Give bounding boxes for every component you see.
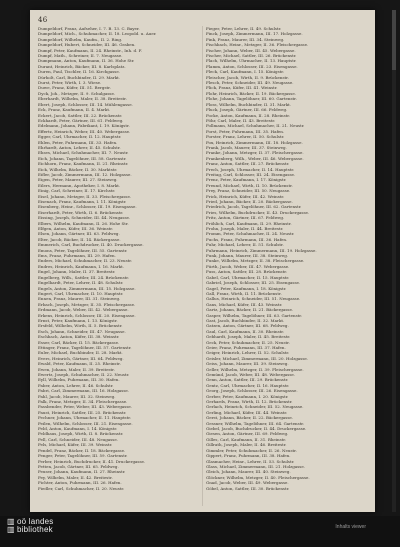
logo-mark-icon: ▥ xyxy=(7,525,15,534)
directory-entry: Dumpeldorf, Mich., Schuhmacher, II. 18. Leopold. u. Auer. xyxy=(38,31,157,37)
directory-entry: Falk, Franz, Metzger, II. 34. Fleischergasse. xyxy=(38,399,128,405)
logo-line-1: oö landes xyxy=(17,517,54,526)
directory-entry: Ebert, Joseph, Schlosser, III. 14. Mühlengasse. xyxy=(38,101,133,107)
directory-entry: Glöckner, Wilhelm, Metzger, II. 40. Fleischergasse. xyxy=(206,474,310,480)
directory-entry: Erdmann, Jacob, Weber, III. 42. Webergasse. xyxy=(38,307,129,313)
directory-entry: Ewertz, Joseph, Schuhmacher, II. 22. Neustr. xyxy=(38,372,130,377)
directory-entry: Freund, Michael, Wirth, II. 10. Brückenstr. xyxy=(206,182,293,188)
directory-entry: Fichter, Anton, Fuhrmann, III. 26. Hafen. xyxy=(38,480,122,486)
directory-entry: Fieger, Peter, Lehrer, II. 49. Schulstr. xyxy=(206,26,282,31)
directory-entry: Fischer, Michael, Sattler, III. 26. Brückenstr. xyxy=(206,53,297,59)
directory-entry: Eberhardt, Wilhelm, Maler, II. 38. Breitestr. xyxy=(38,96,127,102)
directory-entry: Fabri, Carl, Zimmermann, III. 16. Holzgasse. xyxy=(38,388,130,394)
directory-entry: Frohn, Joseph, Maler, II. 44. Breitestr. xyxy=(206,226,284,232)
scrollbar-thumb[interactable] xyxy=(392,10,396,70)
directory-entry: Fels, Michael, Küfer, III. 39. Weinstr. xyxy=(38,442,113,448)
logo-mark-icon: ▥ xyxy=(7,517,15,526)
directory-entry: Flohr, Heinrich, Bäcker, II. 19. Bäckergasse. xyxy=(206,90,296,96)
directory-entry: Ferber, Heinrich, Buchdrucker, II. 41. Druckergasse. xyxy=(38,458,146,464)
directory-entry: Fuchs, Franz, Fuhrmann, III. 36. Hafen. xyxy=(206,236,288,242)
directory-entry: Gerlach, Heinrich, Schneider, III. 52. Neugasse. xyxy=(206,404,304,410)
directory-entry: Fahl, Jacob, Maurer, III. 32. Steinweg. xyxy=(38,393,116,399)
column-divider xyxy=(202,26,203,506)
directory-entry: Gessner, Wilhelm, Tagelöhner, III. 64. Gartenstr. xyxy=(206,420,305,426)
directory-entry: Ennen, Franz, Maurer, III. 31. Steinweg. xyxy=(38,296,121,302)
directory-entry: Fritz, Anton, Gärtner, III. 67. Feldweg. xyxy=(206,215,285,221)
directory-entry: Eisenach, Franz, Kaufmann, I. 11. Königstr. xyxy=(38,199,127,204)
directory-entry: Eisenberg, Heinr., Schlosser, III. 19. Eisengasse. xyxy=(38,204,137,210)
directory-entry: Eyll, Wilhelm, Fuhrmann, III. 30. Hafen. xyxy=(38,377,120,383)
directory-entry: Floss, Wilhelm, Buchbinder, II. 31. Markt. xyxy=(206,101,291,107)
directory-entry: Georg, Joseph, Schlosser, III. 26. Eisengasse. xyxy=(206,388,298,394)
directory-entry: Gerling, Michael, Küfer, III. 44. Weinstr. xyxy=(206,409,288,415)
left-column xyxy=(38,26,198,491)
directory-entry: Elfgen, Anton, Küfer, III. 36. Weinstr. xyxy=(38,226,113,232)
directory-entry: Elter, Jacob, Bäcker, II. 14. Bäckergasse. xyxy=(38,236,121,242)
directory-entry: Erkens, Heinrich, Schlosser, III. 20. Eisengasse. xyxy=(38,312,136,318)
directory-entry: Eschbach, Anton, Küfer, III. 38. Weinstr. xyxy=(38,334,120,340)
directory-entry: Ehlen, Peter, Fuhrmann, III. 33. Hafen. xyxy=(38,139,118,145)
directory-entry: Gabel, Carl, Uhrmacher, II. 15. Hauptstr. xyxy=(206,274,290,280)
directory-entry: Fetten, Jacob, Gärtner, III. 65. Feldweg. xyxy=(38,463,119,469)
directory-entry: Geller, Wilhelm, Metzger, II. 39. Fleischergasse. xyxy=(206,366,304,372)
directory-entry: Durst, Peter, Wirth, I. 3. Wiese. xyxy=(38,80,102,86)
directory-entry: Fink, Franz, Maurer, III. 34. Steinweg. xyxy=(206,36,285,42)
directory-entry: Eilers, Hermann, Apotheker, I. 8. Markt. xyxy=(38,182,121,188)
directory-entry: Dumpf, Math., Schreiner, II. 7. Neugasse. xyxy=(38,53,123,59)
directory-entry: Feld, Anton, Kaufmann, I. 14. Königstr. xyxy=(38,426,118,432)
directory-entry: Gagel, Peter, Kaufmann, I. 18. Königstr. xyxy=(206,285,287,291)
directory-entry: Elsen, Johann, Gärtner, III. 63. Feldweg. xyxy=(38,231,120,237)
directory-entry: Eichhorn, Franz, Kaufmann, II. 21. Rheinstr. xyxy=(38,161,129,167)
directory-entry: Fleck, Carl, Kaufmann, I. 15. Königstr. xyxy=(206,69,284,75)
directory-entry: Fröhlich, Carl, Kaufmann, II. 29. Rheinstr. xyxy=(206,220,292,226)
directory-entry: Föhr, Carl, Maler, II. 43. Breitestr. xyxy=(206,117,276,123)
directory-entry: Fiedler, Carl, Schuhmacher, II. 20. Neustr. xyxy=(38,485,125,491)
directory-entry: Geiss, Johann, Maurer, III. 39. Steinweg. xyxy=(206,361,289,367)
directory-entry: Gallus, Heinrich, Schneider, III. 51. Neugasse. xyxy=(206,296,301,302)
directory-entry: Gleich, Johann, Maurer, III. 40. Steinweg. xyxy=(206,469,291,475)
directory-entry: Fleischer, Jacob, Wirth, II. 9. Brückenstr. xyxy=(206,74,289,80)
directory-entry: Gippert, Franz, Fuhrmann, III. 38. Hafen. xyxy=(206,453,291,459)
directory-entry: Frech, Joseph, Uhrmacher, II. 14. Hauptstr. xyxy=(206,166,295,172)
directory-entry: Gerst, Johann, Bäcker, II. 22. Bäckergasse. xyxy=(206,415,294,421)
directory-entry: Fox, Heinrich, Zimmermann, III. 18. Holzgasse. xyxy=(206,139,303,145)
directory-entry: Ersfeld, Wilhelm, Wirth, II. 5. Brückenstr. xyxy=(38,323,123,329)
directory-entry: Frank, Jacob, Maurer, III. 37. Steinweg. xyxy=(206,144,287,150)
directory-entry: Engels, Anton, Zimmermann, III. 15. Holzgasse. xyxy=(38,285,136,291)
directory-entry: Flach, Wilhelm, Uhrmacher, II. 13. Hauptstr. xyxy=(206,58,297,64)
directory-entry: Effertz, Heinrich, Weber, III. 40. Webergasse. xyxy=(38,128,131,134)
directory-entry: Flick, Franz, Küfer, III. 41. Weinstr. xyxy=(206,85,278,91)
directory-entry: Frick, Heinrich, Küfer, III. 42. Weinstr. xyxy=(206,193,285,199)
directory-entry: Fell, Carl, Schneider, III. 48. Neugasse. xyxy=(38,436,118,442)
directory-entry: Gall, Franz, Wirth, II. 11. Brückenstr. xyxy=(206,290,282,296)
directory-entry: Ehses, Michael, Schuhmacher, III. 7. Neustr. xyxy=(38,150,129,156)
directory-entry: Giesen, Anton, Gärtner, III. 69. Feldweg. xyxy=(206,431,289,437)
directory-entry: Friedrich, Jacob, Tagelöhner, III. 62. Gartenstr. xyxy=(206,204,302,210)
directory-entry: Eich, Johann, Tagelöhner, III. 58. Gartenstr. xyxy=(38,155,127,161)
logo-line-2: bibliothek xyxy=(17,525,53,534)
directory-entry: Fromm, Peter, Schuhmacher, II. 24. Neustr. xyxy=(206,231,295,237)
viewer-label[interactable]: Inhalts viewer xyxy=(335,524,366,530)
directory-entry: Eifler, Jacob, Zimmermann, III. 12. Holzgasse. xyxy=(38,171,132,177)
directory-entry: Erbach, Joseph, Metzger, II. 35. Fleischergasse. xyxy=(38,301,136,307)
directory-entry: Dumpmann, Anton, Kaufmann, II. 36. Hohe Str. xyxy=(38,58,135,64)
directory-entry: Dumpeldorf, Hubert, Schneider, III. 46. Graben. xyxy=(38,42,136,48)
directory-entry: Fuss, Anton, Sattler, III. 28. Brückenstr. xyxy=(206,269,287,275)
directory-entry: Flohe, Johann, Tagelöhner, III. 60. Gartenstr. xyxy=(206,96,297,102)
directory-entry: Forst, Peter, Fuhrmann, III. 35. Hafen. xyxy=(206,128,285,134)
directory-entry: Flamm, Anton, Schlosser, III. 23. Eisengasse. xyxy=(206,63,298,69)
directory-entry: Enders, Michael, Schuhmacher, II. 23. Neustr. xyxy=(38,258,132,264)
directory-entry: Flesch, Peter, Schneider, III. 49. Neugasse. xyxy=(206,80,294,86)
directory-entry: Feilen, Wilhelm, Schlosser, III. 21. Eisengasse. xyxy=(38,420,133,426)
directory-entry: Fries, Wilhelm, Buchdrucker, II. 43. Druckergasse. xyxy=(206,209,310,215)
directory-entry: Freitag, Carl, Schlosser, III. 24. Eisengasse. xyxy=(206,171,296,177)
directory-entry: Gast, Jacob, Buchbinder, II. 32. Markt. xyxy=(206,317,285,323)
directory-entry: Gimmler, Peter, Schuhmacher, II. 26. Neustr. xyxy=(206,447,297,453)
directory-entry: Fey, Wilhelm, Maler, II. 42. Breitestr. xyxy=(38,474,113,480)
directory-entry: Fischer, Johann, Weber, III. 45. Webergasse. xyxy=(206,47,296,53)
directory-entry: Gebhardt, Joseph, Maler, II. 45. Breitestr. xyxy=(206,334,291,340)
directory-entry: Gentz, Carl, Uhrmacher, II. 16. Hauptstr. xyxy=(206,382,290,388)
directory-entry: Funke, Wilhelm, Metzger, II. 38. Fleischergasse. xyxy=(206,258,305,264)
directory-entry: Gabriel, Joseph, Schlosser, III. 25. Eisengasse. xyxy=(206,280,301,286)
directory-entry: Fürth, Jacob, Weber, III. 47. Webergasse. xyxy=(206,263,290,269)
directory-entry: Gartz, Johann, Bäcker, II. 21. Bäckergasse. xyxy=(206,307,294,313)
directory-entry: Einig, Carl, Schreiner, II. 17. Kirchstr. xyxy=(38,188,116,194)
directory-entry: Faust, Heinrich, Sattler, III. 25. Brückenstr. xyxy=(38,409,127,415)
directory-entry: Ewald, Peter, Kaufmann, II. 25. Rheinstr. xyxy=(38,361,121,367)
directory-entry: Eckhardt, Peter, Gärtner, III. 61. Feldweg. xyxy=(38,117,124,123)
directory-entry: Duwe, Franz, Küfer, III. 51. Bergstr. xyxy=(38,85,111,91)
directory-entry: Geier, Franz, Fuhrmann, III. 37. Hafen. xyxy=(206,344,286,350)
scanned-page xyxy=(30,10,375,512)
directory-entry: Emons, Peter, Tagelöhner, III. 55. Gartenstr. xyxy=(38,247,128,253)
directory-entry: Eckert, Jacob, Sattler, III. 22. Brückenstr. xyxy=(38,112,123,118)
directory-entry: Endres, Heinrich, Kaufmann, I. 16. Markt. xyxy=(38,263,124,269)
directory-entry: Dyck, Joh., Metzger, II. 9. Schulgasse. xyxy=(38,90,116,96)
directory-entry: Gnad, Jacob, Weber, III. 49. Webergasse. xyxy=(206,480,289,486)
directory-entry: Göbel, Anton, Sattler, III. 30. Brückenstr. xyxy=(206,485,290,491)
directory-entry: Fuhrmann, Heinrich, Zimmermann, III. 19. Holzgasse. xyxy=(206,247,317,253)
directory-entry: Funk, Johann, Maurer, III. 38. Steinweg. xyxy=(206,253,289,259)
directory-entry: Fuhr, Michael, Lehrer, II. 51. Schulstr. xyxy=(206,242,284,248)
directory-entry: Emmerich, Carl, Buchdrucker, II. 40. Druckergasse. xyxy=(38,242,144,248)
directory-entry: Fluck, Joseph, Gärtner, III. 66. Feldweg. xyxy=(206,107,288,113)
directory-entry: Durant, Heinrich, Bäcker, III. 8. Karlsplatz. xyxy=(38,63,126,69)
directory-entry: Feuser, Johann, Kaufmann, II. 27. Rheinstr. xyxy=(38,469,126,475)
directory-entry: Eissing, Joseph, Schneider, III. 44. Neugasse. xyxy=(38,215,131,221)
directory-entry: Glass, Michael, Zimmermann, III. 21. Holzgasse. xyxy=(206,463,305,469)
directory-entry: Geck, Peter, Schuhmacher, II. 25. Neustr. xyxy=(206,339,290,345)
directory-entry: Follmann, Michael, Schuhmacher, II. 21. Neustr. xyxy=(206,123,305,129)
directory-entry: Focke, Anton, Kaufmann, II. 28. Rheinstr. xyxy=(206,112,290,118)
directory-entry: Fenger, Peter, Tagelöhner, III. 59. Gartenstr. xyxy=(38,453,128,459)
directory-entry: Eisel, Johann, Metzger, II. 33. Fleischergasse. xyxy=(38,193,132,199)
directory-entry: Genn, Anton, Sattler, III. 29. Brückenstr. xyxy=(206,377,289,383)
directory-entry: Eiserhardt, Peter, Wirth, II. 6. Brückenstr. xyxy=(38,209,124,215)
directory-entry: Gillrath, Joseph, Maler, II. 46. Breitestr. xyxy=(206,442,287,448)
directory-entry: Geiger, Heinrich, Lehrer, II. 52. Schulstr. xyxy=(206,350,290,356)
directory-entry: Esch, Johann, Schneider, III. 47. Neugasse. xyxy=(38,328,126,334)
library-logo[interactable] xyxy=(7,518,54,534)
directory-entry: Feldhaus, Joseph, Wirth, II. 8. Brückenstr. xyxy=(38,431,124,437)
directory-entry: Frankenberg, Wilh., Weber, III. 46. Webergasse. xyxy=(206,155,304,161)
directory-entry: Glasmacher, Heinr., Lehrer, II. 53. Schulstr. xyxy=(206,458,295,464)
scrollbar[interactable] xyxy=(392,10,396,512)
directory-entry: Eck, Franz, Kaufmann, II. 4. Markt. xyxy=(38,107,111,113)
directory-entry: Elbers, Wilhelm, Kaufmann, II. 26. Hohe Str. xyxy=(38,220,129,226)
directory-entry: Engelhardt, Peter, Lehrer, II. 48. Schulstr. xyxy=(38,280,124,286)
directory-entry: Ehrhardt, Anton, Lehrer, II. 45. Schulstr. xyxy=(38,144,121,150)
directory-entry: Forster, Franz, Lehrer, II. 50. Schulstr. xyxy=(206,134,285,140)
directory-entry: Geisler, Michael, Zimmermann, III. 20. Holzgasse. xyxy=(206,355,309,361)
directory-entry: Duren, Paul, Tischler, II. 16. Kirchgasse. xyxy=(38,69,120,75)
directory-entry: Eigen, Peter, Maurer, III. 27. Steinweg. xyxy=(38,177,118,183)
directory-entry: Dürholt, Carl, Buchbinder, II. 29. Markt. xyxy=(38,74,121,80)
directory-entry: Dumpf, Peter, Kaufmann, II. 24. Rheinstr., Inh. d. F. xyxy=(38,47,143,53)
directory-entry: Ettinger, Franz, Tagelöhner, III. 57. Gartenstr. xyxy=(38,344,132,350)
directory-entry: Frenz, Peter, Kaufmann, I. 17. Königstr. xyxy=(206,177,287,183)
directory-entry: Egger, Carl, Uhrmacher, II. 12. Hauptstr. xyxy=(38,134,122,140)
directory-entry: Gans, Michael, Küfer, III. 43. Weinstr. xyxy=(206,301,283,307)
directory-entry: Giebel, Jacob, Buchdrucker, II. 44. Druckergasse. xyxy=(206,426,307,432)
right-column xyxy=(206,26,366,491)
directory-entry: Fassbender, Peter, Weber, III. 43. Webergasse. xyxy=(38,404,133,410)
directory-entry: Gemünd, Jacob, Weber, III. 48. Webergasse. xyxy=(206,372,296,377)
directory-entry: Esser, Carl, Bäcker, II. 15. Bäckergasse. xyxy=(38,339,120,345)
directory-entry: Fischbach, Heinr., Metzger, II. 36. Fleischergasse. xyxy=(206,42,309,48)
directory-entry: Fendel, Franz, Bäcker, II. 18. Bäckergasse. xyxy=(38,447,126,453)
directory-entry: Dumpeldorf, Wilhelm, Kaufm., II. 2. Ring. xyxy=(38,36,123,42)
directory-entry: Evers, Heinrich, Gärtner, III. 64. Feldweg. xyxy=(38,355,124,361)
directory-entry: Gerber, Peter, Kaufmann, I. 20. Königstr. xyxy=(206,393,289,399)
directory-entry: Frey, Franz, Schneider, III. 50. Neugasse. xyxy=(206,188,291,194)
directory-entry: Engel, Johann, Maler, II. 37. Breitestr. xyxy=(38,269,116,275)
directory-entry: Gerhards, Franz, Wirth, II. 12. Brückenstr. xyxy=(206,399,293,405)
directory-entry: Gaul, Carl, Kaufmann, II. 30. Rheinstr. xyxy=(206,328,285,334)
directory-entry: Engert, Carl, Uhrmacher, II. 10. Hauptstr. xyxy=(38,290,124,296)
directory-entry: Fried, Johann, Bäcker, II. 20. Bäckergasse. xyxy=(206,199,293,204)
directory-entry: Faber, Anton, Lehrer, II. 46. Schulstr. xyxy=(38,382,114,388)
directory-entry: Engelberg, Wilh., Sattler, III. 24. Brückenstr. xyxy=(38,274,129,280)
directory-entry: Dumpeldorf, Franz, Aufseher, I. 7. B. 13. C. Bayer. xyxy=(38,26,140,31)
directory-entry: Ernst, Peter, Kaufmann, I. 13. Königstr. xyxy=(38,317,118,323)
directory-entry: Eick, Wilhelm, Bäcker, II. 30. Marktstr. xyxy=(38,166,118,172)
directory-entry: Edelmann, Johann, Fabrikant, I. 19. Königstr. xyxy=(38,123,130,129)
directory-entry: Franz, Anton, Sattler, III. 27. Brückenstr. xyxy=(206,161,290,167)
directory-entry: Gasper, Wilhelm, Tagelöhner, III. 63. Gartenstr. xyxy=(206,312,302,318)
directory-entry: Ems, Franz, Fuhrmann, III. 29. Hafen. xyxy=(38,253,116,259)
page-number: 46 xyxy=(38,16,48,24)
directory-entry: Gilles, Carl, Kaufmann, II. 31. Rheinstr. xyxy=(206,436,287,442)
directory-entry: Franke, Johann, Metzger, II. 37. Fleischergasse. xyxy=(206,150,304,156)
directory-entry: Fechner, Johann, Uhrmacher, II. 11. Hauptstr. xyxy=(38,415,131,421)
directory-entry: Finck, Joseph, Zimmermann, III. 17. Holzgasse. xyxy=(206,31,303,37)
footer-bar xyxy=(0,516,400,547)
directory-entry: Euler, Michael, Buchbinder, II. 28. Markt. xyxy=(38,350,123,356)
directory-entry: Gatzen, Anton, Gärtner, III. 68. Feldweg. xyxy=(206,323,289,329)
directory-entry: Ewen, Johann, Maler, II. 39. Breitestr. xyxy=(38,366,115,372)
